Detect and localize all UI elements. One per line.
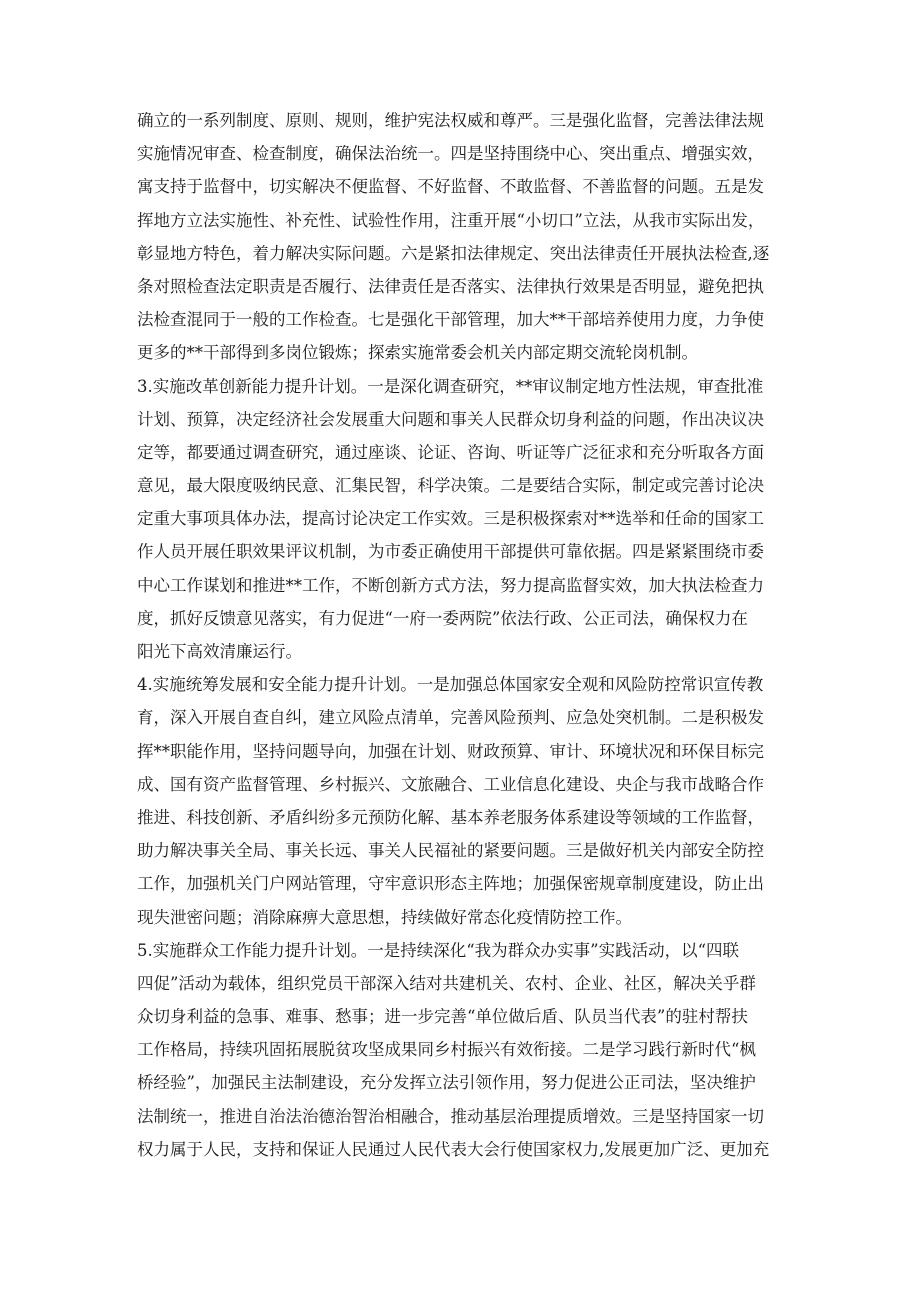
text-line: 作人员开展任职效果评议机制，为市委正确使用干部提供可靠依据。四是紧紧围绕市委 [137,542,764,562]
text-line: 育，深入开展自查自纠，建立风险点清单，完善风险预判、应急处突机制。二是积极发 [137,708,764,728]
text-line: 更多的**干部得到多岗位锻炼；探索实施常委会机关内部定期交流轮岗机制。 [137,343,698,363]
text-line: 意见，最大限度吸纳民意、汇集民智，科学决策。二是要结合实际，制定或完善讨论决 [137,476,764,496]
text-line: 实施情况审查、检查制度，确保法治统一。四是坚持围绕中心、突出重点、增强实效， [137,144,764,164]
text-line: 定重大事项具体办法，提高讨论决定工作实效。三是积极探索对**选举和任命的国家工 [137,509,764,529]
text-line: 桥经验”，加强民主法制建设，充分发挥立法引领作用，努力促进公正司法，坚决维护 [137,1073,756,1093]
text-line: 权力属于人民，支持和保证人民通过人民代表大会行使国家权力,发展更加广泛、更加充 [137,1139,770,1159]
text-line: 彰显地方特色，着力解决实际问题。六是紧扣法律规定、突出法律责任开展执法检查,逐 [137,243,770,263]
text-line: 定等，都要通过调查研究，通过座谈、论证、咨询、听证等广泛征求和充分听取各方面 [137,442,764,462]
body-text [137,104,797,1166]
text-line: 推进、科技创新、矛盾纠纷多元预防化解、基本养老服务体系建设等领域的工作监督， [137,807,764,827]
text-line: 寓支持于监督中，切实解决不便监督、不好监督、不敢监督、不善监督的问题。五是发 [137,177,764,197]
text-line: 法制统一，推进自治法治德治智治相融合，推动基层治理提质增效。三是坚持国家一切 [137,1106,764,1126]
text-line: 度，抓好反馈意见落实，有力促进“一府一委两院”依法行政、公正司法，确保权力在 [137,608,748,628]
text-line: 法检查混同于一般的工作检查。七是强化干部管理，加大**干部培养使用力度，力争使 [137,310,764,330]
text-line: 工作，加强机关门户网站管理，守牢意识形态主阵地；加强保密规章制度建设，防止出 [137,874,764,894]
text-line: 条对照检查法定职责是否履行、法律责任是否落实、法律执行效果是否明显，避免把执 [137,276,764,296]
text-line: 挥**职能作用，坚持问题导向，加强在计划、财政预算、审计、环境状况和环保目标完 [137,741,764,761]
text-line: 成、国有资产监督管理、乡村振兴、文旅融合、工业信息化建设、央企与我市战略合作 [137,774,764,794]
text-line: 4.实施统筹发展和安全能力提升计划。一是加强总体国家安全观和风险防控常识宣传教 [137,675,764,695]
text-line: 四促”活动为载体，组织党员干部深入结对共建机关、农村、企业、社区，解决关乎群 [137,973,756,993]
text-line: 阳光下高效清廉运行。 [137,642,302,661]
text-line: 中心工作谋划和推进**工作，不断创新方式方法，努力提高监督实效，加大执法检查力 [137,575,764,595]
text-line: 3.实施改革创新能力提升计划。一是深化调查研究，**审议制定地方性法规，审查批准 [137,376,764,396]
text-line: 计划、预算，决定经济社会发展重大问题和事关人民群众切身利益的问题，作出决议决 [137,409,764,429]
text-line: 众切身利益的急事、难事、愁事；进一步完善“单位做后盾、队员当代表”的驻村帮扶 [137,1007,748,1027]
text-line: 现失泄密问题；消除麻痹大意思想，持续做好常态化疫情防控工作。 [137,907,632,927]
text-line: 工作格局，持续巩固拓展脱贫攻坚成果同乡村振兴有效衔接。二是学习践行新时代“枫 [137,1040,756,1060]
text-line: 挥地方立法实施性、补充性、试验性作用，注重开展“小切口”立法，从我市实际出发， [137,210,765,230]
text-line: 助力解决事关全局、事关长远、事关人民福祉的紧要问题。三是做好机关内部安全防控 [137,841,764,861]
text-line: 确立的一系列制度、原则、规则，维护宪法权威和尊严。三是强化监督，完善法律法规 [137,111,764,130]
text-line: 5.实施群众工作能力提升计划。一是持续深化“我为群众办实事”实践活动，以“四联 [137,940,740,960]
